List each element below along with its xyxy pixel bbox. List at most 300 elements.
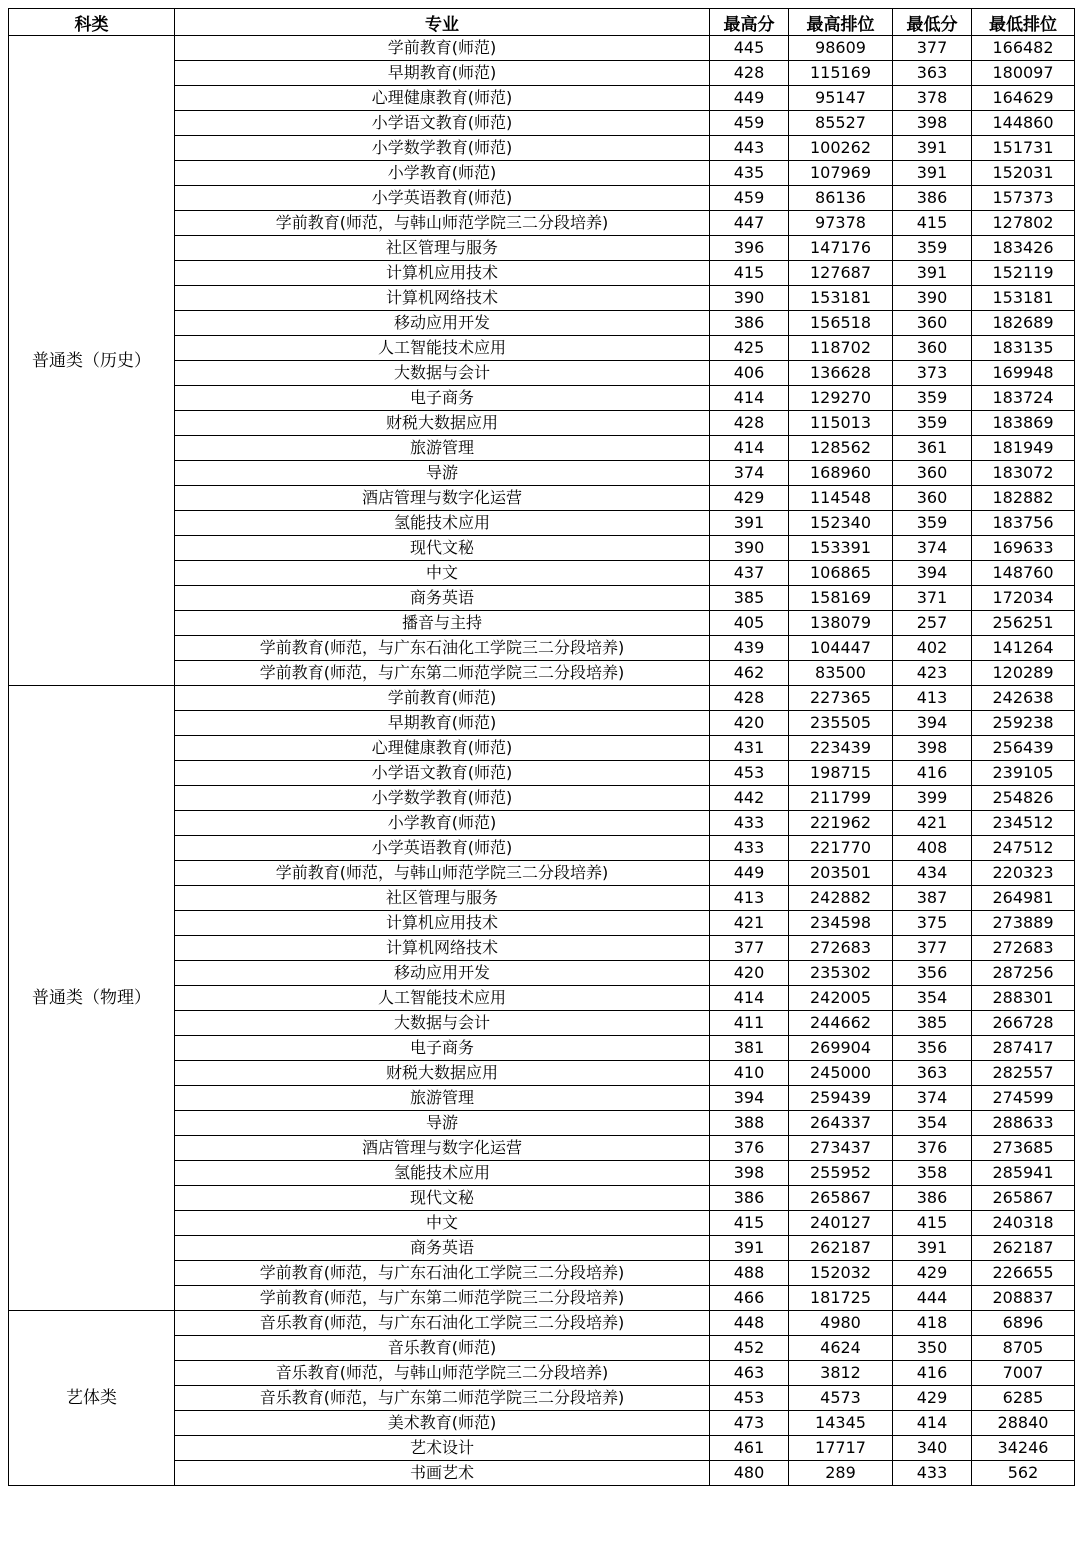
max-rank-cell: 244662 — [789, 1011, 893, 1036]
major-cell: 心理健康教育(师范) — [175, 86, 710, 111]
max-score-cell: 386 — [710, 1186, 789, 1211]
major-cell: 音乐教育(师范，与广东石油化工学院三二分段培养) — [175, 1311, 710, 1336]
max-score-cell: 414 — [710, 986, 789, 1011]
min-score-cell: 386 — [893, 186, 972, 211]
major-cell: 学前教育(师范，与广东第二师范学院三二分段培养) — [175, 1286, 710, 1311]
max-rank-cell: 152032 — [789, 1261, 893, 1286]
max-score-cell: 390 — [710, 286, 789, 311]
major-cell: 小学语文教育(师范) — [175, 111, 710, 136]
major-cell: 人工智能技术应用 — [175, 336, 710, 361]
table-body — [9, 36, 1075, 1486]
min-rank-cell: 34246 — [972, 1436, 1075, 1461]
major-cell: 电子商务 — [175, 1036, 710, 1061]
max-rank-cell: 17717 — [789, 1436, 893, 1461]
max-rank-cell: 242882 — [789, 886, 893, 911]
max-rank-cell: 227365 — [789, 686, 893, 711]
min-rank-cell: 259238 — [972, 711, 1075, 736]
max-rank-cell: 147176 — [789, 236, 893, 261]
max-score-cell: 377 — [710, 936, 789, 961]
major-cell: 计算机应用技术 — [175, 911, 710, 936]
max-rank-cell: 262187 — [789, 1236, 893, 1261]
table-container — [8, 8, 1074, 1486]
min-rank-cell: 157373 — [972, 186, 1075, 211]
min-score-cell: 387 — [893, 886, 972, 911]
table-row — [9, 36, 1075, 61]
major-cell: 计算机应用技术 — [175, 261, 710, 286]
min-rank-cell: 288301 — [972, 986, 1075, 1011]
min-rank-cell: 208837 — [972, 1286, 1075, 1311]
max-rank-cell: 289 — [789, 1461, 893, 1486]
major-cell: 导游 — [175, 1111, 710, 1136]
major-cell: 小学数学教育(师范) — [175, 136, 710, 161]
major-cell: 学前教育(师范) — [175, 686, 710, 711]
max-score-cell: 374 — [710, 461, 789, 486]
min-rank-cell: 182882 — [972, 486, 1075, 511]
max-rank-cell: 223439 — [789, 736, 893, 761]
max-rank-cell: 152340 — [789, 511, 893, 536]
major-cell: 小学英语教育(师范) — [175, 836, 710, 861]
min-score-cell: 415 — [893, 1211, 972, 1236]
max-score-cell: 386 — [710, 311, 789, 336]
min-rank-cell: 242638 — [972, 686, 1075, 711]
major-cell: 美术教育(师范) — [175, 1411, 710, 1436]
max-score-cell: 459 — [710, 186, 789, 211]
max-score-cell: 405 — [710, 611, 789, 636]
header-category: 科类 — [9, 9, 175, 36]
max-rank-cell: 242005 — [789, 986, 893, 1011]
min-rank-cell: 6285 — [972, 1386, 1075, 1411]
min-score-cell: 377 — [893, 36, 972, 61]
major-cell: 氢能技术应用 — [175, 1161, 710, 1186]
min-rank-cell: 254826 — [972, 786, 1075, 811]
max-rank-cell: 104447 — [789, 636, 893, 661]
max-score-cell: 391 — [710, 511, 789, 536]
min-score-cell: 386 — [893, 1186, 972, 1211]
min-rank-cell: 151731 — [972, 136, 1075, 161]
max-score-cell: 449 — [710, 86, 789, 111]
min-rank-cell: 153181 — [972, 286, 1075, 311]
max-rank-cell: 118702 — [789, 336, 893, 361]
major-cell: 氢能技术应用 — [175, 511, 710, 536]
min-rank-cell: 28840 — [972, 1411, 1075, 1436]
min-score-cell: 394 — [893, 561, 972, 586]
major-cell: 商务英语 — [175, 1236, 710, 1261]
min-score-cell: 414 — [893, 1411, 972, 1436]
max-score-cell: 394 — [710, 1086, 789, 1111]
max-rank-cell: 211799 — [789, 786, 893, 811]
max-score-cell: 449 — [710, 861, 789, 886]
max-score-cell: 413 — [710, 886, 789, 911]
max-score-cell: 433 — [710, 836, 789, 861]
min-rank-cell: 272683 — [972, 936, 1075, 961]
max-rank-cell: 115013 — [789, 411, 893, 436]
min-score-cell: 360 — [893, 461, 972, 486]
major-cell: 现代文秘 — [175, 1186, 710, 1211]
min-rank-cell: 7007 — [972, 1361, 1075, 1386]
min-score-cell: 375 — [893, 911, 972, 936]
max-score-cell: 448 — [710, 1311, 789, 1336]
major-cell: 移动应用开发 — [175, 961, 710, 986]
min-rank-cell: 152119 — [972, 261, 1075, 286]
min-score-cell: 374 — [893, 536, 972, 561]
max-score-cell: 414 — [710, 436, 789, 461]
header-max-rank: 最高排位 — [789, 9, 893, 36]
max-rank-cell: 234598 — [789, 911, 893, 936]
min-score-cell: 373 — [893, 361, 972, 386]
max-rank-cell: 115169 — [789, 61, 893, 86]
max-rank-cell: 255952 — [789, 1161, 893, 1186]
major-cell: 书画艺术 — [175, 1461, 710, 1486]
max-rank-cell: 153391 — [789, 536, 893, 561]
major-cell: 学前教育(师范，与广东石油化工学院三二分段培养) — [175, 1261, 710, 1286]
min-rank-cell: 247512 — [972, 836, 1075, 861]
min-score-cell: 354 — [893, 1111, 972, 1136]
major-cell: 现代文秘 — [175, 536, 710, 561]
max-score-cell: 390 — [710, 536, 789, 561]
major-cell: 小学英语教育(师范) — [175, 186, 710, 211]
max-rank-cell: 14345 — [789, 1411, 893, 1436]
major-cell: 学前教育(师范，与韩山师范学院三二分段培养) — [175, 861, 710, 886]
min-rank-cell: 220323 — [972, 861, 1075, 886]
max-score-cell: 461 — [710, 1436, 789, 1461]
min-rank-cell: 183724 — [972, 386, 1075, 411]
min-rank-cell: 120289 — [972, 661, 1075, 686]
major-cell: 学前教育(师范，与韩山师范学院三二分段培养) — [175, 211, 710, 236]
max-score-cell: 453 — [710, 1386, 789, 1411]
min-rank-cell: 183072 — [972, 461, 1075, 486]
max-rank-cell: 153181 — [789, 286, 893, 311]
min-score-cell: 391 — [893, 1236, 972, 1261]
max-score-cell: 406 — [710, 361, 789, 386]
max-score-cell: 443 — [710, 136, 789, 161]
major-cell: 小学语文教育(师范) — [175, 761, 710, 786]
major-cell: 人工智能技术应用 — [175, 986, 710, 1011]
min-rank-cell: 264981 — [972, 886, 1075, 911]
max-score-cell: 415 — [710, 261, 789, 286]
max-score-cell: 420 — [710, 961, 789, 986]
category-cell: 普通类（物理） — [9, 686, 175, 1311]
max-score-cell: 435 — [710, 161, 789, 186]
max-rank-cell: 269904 — [789, 1036, 893, 1061]
min-score-cell: 360 — [893, 336, 972, 361]
max-rank-cell: 240127 — [789, 1211, 893, 1236]
min-score-cell: 257 — [893, 611, 972, 636]
max-rank-cell: 128562 — [789, 436, 893, 461]
min-rank-cell: 288633 — [972, 1111, 1075, 1136]
min-rank-cell: 8705 — [972, 1336, 1075, 1361]
max-score-cell: 433 — [710, 811, 789, 836]
max-score-cell: 388 — [710, 1111, 789, 1136]
max-score-cell: 429 — [710, 486, 789, 511]
major-cell: 计算机网络技术 — [175, 936, 710, 961]
min-rank-cell: 6896 — [972, 1311, 1075, 1336]
min-score-cell: 398 — [893, 736, 972, 761]
category-cell: 艺体类 — [9, 1311, 175, 1486]
max-score-cell: 452 — [710, 1336, 789, 1361]
min-score-cell: 399 — [893, 786, 972, 811]
min-rank-cell: 152031 — [972, 161, 1075, 186]
major-cell: 酒店管理与数字化运营 — [175, 1136, 710, 1161]
min-score-cell: 374 — [893, 1086, 972, 1111]
min-rank-cell: 226655 — [972, 1261, 1075, 1286]
min-score-cell: 359 — [893, 236, 972, 261]
major-cell: 大数据与会计 — [175, 361, 710, 386]
min-rank-cell: 172034 — [972, 586, 1075, 611]
max-rank-cell: 273437 — [789, 1136, 893, 1161]
header-row — [9, 9, 1075, 36]
min-score-cell: 390 — [893, 286, 972, 311]
max-score-cell: 428 — [710, 411, 789, 436]
max-rank-cell: 129270 — [789, 386, 893, 411]
max-score-cell: 385 — [710, 586, 789, 611]
min-rank-cell: 183135 — [972, 336, 1075, 361]
max-score-cell: 439 — [710, 636, 789, 661]
category-cell: 普通类（历史） — [9, 36, 175, 686]
min-score-cell: 398 — [893, 111, 972, 136]
max-score-cell: 447 — [710, 211, 789, 236]
max-score-cell: 420 — [710, 711, 789, 736]
major-cell: 移动应用开发 — [175, 311, 710, 336]
major-cell: 音乐教育(师范) — [175, 1336, 710, 1361]
min-rank-cell: 562 — [972, 1461, 1075, 1486]
max-rank-cell: 136628 — [789, 361, 893, 386]
max-rank-cell: 85527 — [789, 111, 893, 136]
header-min-score: 最低分 — [893, 9, 972, 36]
table-row — [9, 686, 1075, 711]
max-score-cell: 431 — [710, 736, 789, 761]
max-score-cell: 410 — [710, 1061, 789, 1086]
min-rank-cell: 265867 — [972, 1186, 1075, 1211]
max-score-cell: 414 — [710, 386, 789, 411]
min-score-cell: 413 — [893, 686, 972, 711]
min-score-cell: 361 — [893, 436, 972, 461]
min-score-cell: 394 — [893, 711, 972, 736]
min-score-cell: 433 — [893, 1461, 972, 1486]
major-cell: 酒店管理与数字化运营 — [175, 486, 710, 511]
major-cell: 大数据与会计 — [175, 1011, 710, 1036]
min-score-cell: 391 — [893, 261, 972, 286]
major-cell: 艺术设计 — [175, 1436, 710, 1461]
min-score-cell: 358 — [893, 1161, 972, 1186]
max-score-cell: 425 — [710, 336, 789, 361]
min-rank-cell: 256251 — [972, 611, 1075, 636]
table-row — [9, 1311, 1075, 1336]
max-rank-cell: 221770 — [789, 836, 893, 861]
min-rank-cell: 183756 — [972, 511, 1075, 536]
major-cell: 小学数学教育(师范) — [175, 786, 710, 811]
min-score-cell: 416 — [893, 1361, 972, 1386]
max-score-cell: 453 — [710, 761, 789, 786]
major-cell: 学前教育(师范，与广东第二师范学院三二分段培养) — [175, 661, 710, 686]
min-score-cell: 359 — [893, 386, 972, 411]
max-rank-cell: 86136 — [789, 186, 893, 211]
max-rank-cell: 107969 — [789, 161, 893, 186]
max-score-cell: 462 — [710, 661, 789, 686]
max-rank-cell: 100262 — [789, 136, 893, 161]
major-cell: 音乐教育(师范，与韩山师范学院三二分段培养) — [175, 1361, 710, 1386]
min-rank-cell: 240318 — [972, 1211, 1075, 1236]
header-min-rank: 最低排位 — [972, 9, 1075, 36]
min-rank-cell: 169633 — [972, 536, 1075, 561]
min-rank-cell: 234512 — [972, 811, 1075, 836]
min-score-cell: 378 — [893, 86, 972, 111]
min-rank-cell: 148760 — [972, 561, 1075, 586]
major-cell: 早期教育(师范) — [175, 711, 710, 736]
min-score-cell: 377 — [893, 936, 972, 961]
min-rank-cell: 141264 — [972, 636, 1075, 661]
min-rank-cell: 256439 — [972, 736, 1075, 761]
max-rank-cell: 98609 — [789, 36, 893, 61]
min-score-cell: 356 — [893, 961, 972, 986]
min-rank-cell: 164629 — [972, 86, 1075, 111]
max-score-cell: 396 — [710, 236, 789, 261]
max-score-cell: 376 — [710, 1136, 789, 1161]
max-score-cell: 459 — [710, 111, 789, 136]
max-rank-cell: 221962 — [789, 811, 893, 836]
min-rank-cell: 183869 — [972, 411, 1075, 436]
min-rank-cell: 180097 — [972, 61, 1075, 86]
admission-score-table — [8, 8, 1075, 1486]
min-score-cell: 354 — [893, 986, 972, 1011]
major-cell: 小学教育(师范) — [175, 161, 710, 186]
major-cell: 电子商务 — [175, 386, 710, 411]
min-rank-cell: 144860 — [972, 111, 1075, 136]
max-score-cell: 398 — [710, 1161, 789, 1186]
min-score-cell: 359 — [893, 411, 972, 436]
min-rank-cell: 273889 — [972, 911, 1075, 936]
max-score-cell: 480 — [710, 1461, 789, 1486]
min-score-cell: 421 — [893, 811, 972, 836]
min-score-cell: 360 — [893, 486, 972, 511]
header-max-score: 最高分 — [710, 9, 789, 36]
min-score-cell: 418 — [893, 1311, 972, 1336]
min-score-cell: 444 — [893, 1286, 972, 1311]
min-score-cell: 391 — [893, 161, 972, 186]
min-score-cell: 359 — [893, 511, 972, 536]
min-rank-cell: 285941 — [972, 1161, 1075, 1186]
major-cell: 学前教育(师范，与广东石油化工学院三二分段培养) — [175, 636, 710, 661]
major-cell: 社区管理与服务 — [175, 886, 710, 911]
max-rank-cell: 265867 — [789, 1186, 893, 1211]
min-rank-cell: 274599 — [972, 1086, 1075, 1111]
min-score-cell: 423 — [893, 661, 972, 686]
max-rank-cell: 127687 — [789, 261, 893, 286]
max-score-cell: 421 — [710, 911, 789, 936]
min-score-cell: 363 — [893, 1061, 972, 1086]
min-rank-cell: 182689 — [972, 311, 1075, 336]
min-rank-cell: 239105 — [972, 761, 1075, 786]
min-rank-cell: 282557 — [972, 1061, 1075, 1086]
max-rank-cell: 259439 — [789, 1086, 893, 1111]
min-score-cell: 402 — [893, 636, 972, 661]
min-score-cell: 429 — [893, 1261, 972, 1286]
min-score-cell: 363 — [893, 61, 972, 86]
max-score-cell: 381 — [710, 1036, 789, 1061]
max-rank-cell: 95147 — [789, 86, 893, 111]
max-score-cell: 428 — [710, 61, 789, 86]
major-cell: 学前教育(师范) — [175, 36, 710, 61]
min-score-cell: 408 — [893, 836, 972, 861]
major-cell: 播音与主持 — [175, 611, 710, 636]
min-rank-cell: 166482 — [972, 36, 1075, 61]
max-score-cell: 442 — [710, 786, 789, 811]
max-score-cell: 428 — [710, 686, 789, 711]
max-rank-cell: 83500 — [789, 661, 893, 686]
major-cell: 财税大数据应用 — [175, 1061, 710, 1086]
max-rank-cell: 245000 — [789, 1061, 893, 1086]
major-cell: 中文 — [175, 1211, 710, 1236]
max-score-cell: 415 — [710, 1211, 789, 1236]
major-cell: 心理健康教育(师范) — [175, 736, 710, 761]
max-score-cell: 437 — [710, 561, 789, 586]
max-score-cell: 488 — [710, 1261, 789, 1286]
max-rank-cell: 203501 — [789, 861, 893, 886]
major-cell: 旅游管理 — [175, 1086, 710, 1111]
max-rank-cell: 4624 — [789, 1336, 893, 1361]
min-rank-cell: 262187 — [972, 1236, 1075, 1261]
min-score-cell: 376 — [893, 1136, 972, 1161]
max-rank-cell: 138079 — [789, 611, 893, 636]
max-score-cell: 466 — [710, 1286, 789, 1311]
min-rank-cell: 183426 — [972, 236, 1075, 261]
major-cell: 小学教育(师范) — [175, 811, 710, 836]
min-score-cell: 340 — [893, 1436, 972, 1461]
max-rank-cell: 168960 — [789, 461, 893, 486]
major-cell: 商务英语 — [175, 586, 710, 611]
max-rank-cell: 158169 — [789, 586, 893, 611]
max-score-cell: 411 — [710, 1011, 789, 1036]
min-score-cell: 371 — [893, 586, 972, 611]
max-rank-cell: 272683 — [789, 936, 893, 961]
min-rank-cell: 181949 — [972, 436, 1075, 461]
min-rank-cell: 273685 — [972, 1136, 1075, 1161]
max-rank-cell: 264337 — [789, 1111, 893, 1136]
max-score-cell: 391 — [710, 1236, 789, 1261]
major-cell: 音乐教育(师范，与广东第二师范学院三二分段培养) — [175, 1386, 710, 1411]
min-rank-cell: 287256 — [972, 961, 1075, 986]
min-score-cell: 350 — [893, 1336, 972, 1361]
major-cell: 导游 — [175, 461, 710, 486]
max-rank-cell: 4573 — [789, 1386, 893, 1411]
max-rank-cell: 181725 — [789, 1286, 893, 1311]
major-cell: 早期教育(师范) — [175, 61, 710, 86]
max-score-cell: 463 — [710, 1361, 789, 1386]
min-rank-cell: 169948 — [972, 361, 1075, 386]
header-major: 专业 — [175, 9, 710, 36]
min-rank-cell: 287417 — [972, 1036, 1075, 1061]
max-rank-cell: 97378 — [789, 211, 893, 236]
max-rank-cell: 198715 — [789, 761, 893, 786]
min-score-cell: 416 — [893, 761, 972, 786]
max-rank-cell: 156518 — [789, 311, 893, 336]
major-cell: 旅游管理 — [175, 436, 710, 461]
min-rank-cell: 127802 — [972, 211, 1075, 236]
major-cell: 计算机网络技术 — [175, 286, 710, 311]
min-score-cell: 360 — [893, 311, 972, 336]
major-cell: 中文 — [175, 561, 710, 586]
min-score-cell: 385 — [893, 1011, 972, 1036]
min-score-cell: 415 — [893, 211, 972, 236]
max-rank-cell: 235302 — [789, 961, 893, 986]
max-rank-cell: 235505 — [789, 711, 893, 736]
max-rank-cell: 106865 — [789, 561, 893, 586]
min-score-cell: 429 — [893, 1386, 972, 1411]
min-score-cell: 391 — [893, 136, 972, 161]
max-rank-cell: 3812 — [789, 1361, 893, 1386]
major-cell: 财税大数据应用 — [175, 411, 710, 436]
min-score-cell: 356 — [893, 1036, 972, 1061]
max-rank-cell: 4980 — [789, 1311, 893, 1336]
